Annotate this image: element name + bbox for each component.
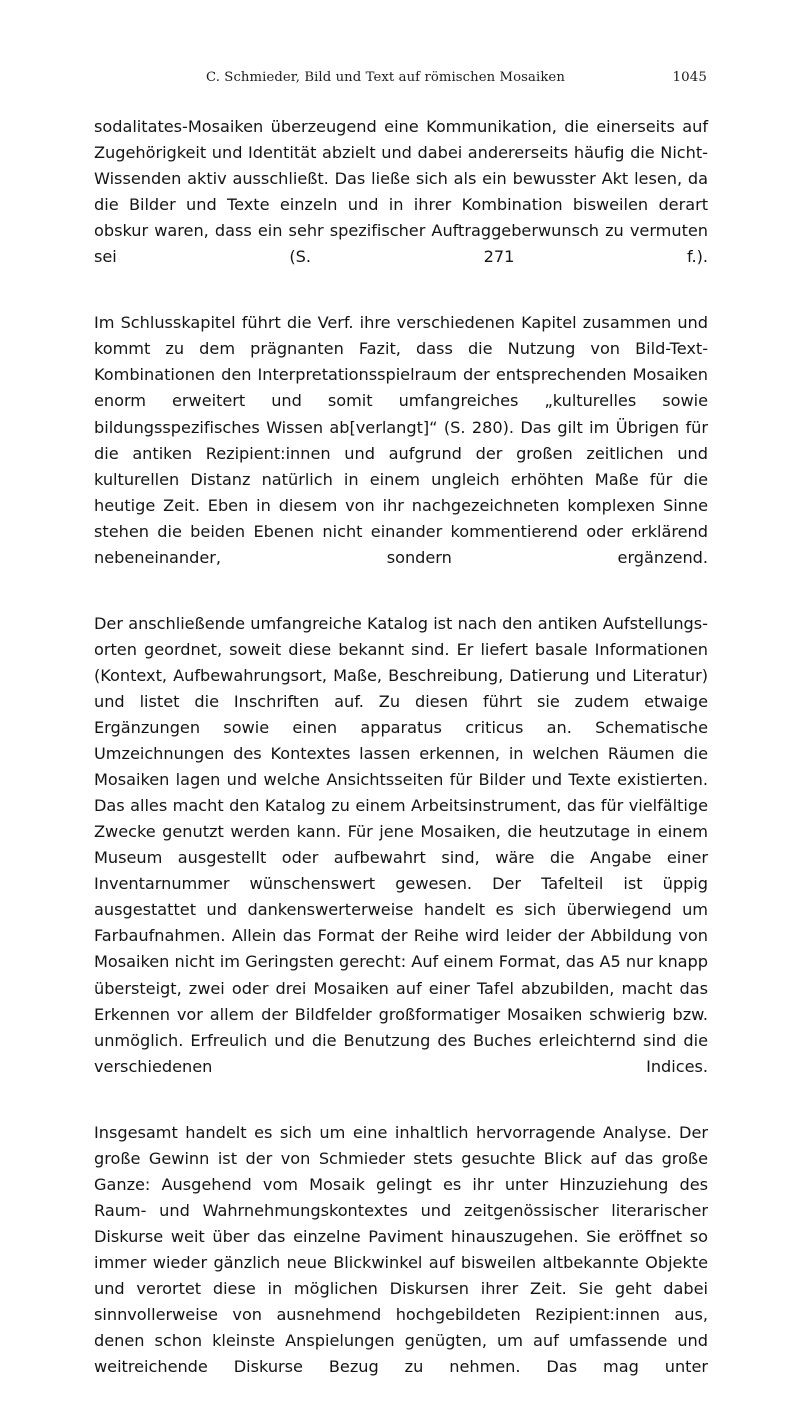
running-head: [94, 68, 707, 90]
paragraph: Der anschließende umfangreiche Katalog ist nach den antiken Aufstellungsorten geordnet, soweit diese bekannt sind. Er liefert basale Informationen (Kontext, Aufbewahrungsort, Maße, Beschreibung, Datierung und Literatur) und listet die Inschriften auf. Zu diesen führt sie zudem etwaige Ergänzungen sowie einen apparatus criticus an. Schematische Umzeichnungen des Kontextes lassen erkennen, in welchen Räumen die Mosaiken lagen und welche Ansichtsseiten für Bilder und Texte existierten. Das alles macht den Katalog zu einem Arbeitsinstrument, das für vielfältige Zwecke genutzt werden kann. Für jene Mosaiken, die heutzutage in einem Museum ausgestellt oder aufbewahrt sind, wäre die Angabe einer Inventarnummer wünschenswert gewesen. Der Tafelteil ist üppig ausgestattet und dankenswerterweise handelt es sich überwiegend um Farbaufnahmen. Allein das Format der Reihe wird leider der Abbildung von Mosaiken nicht im Geringsten gerecht: Auf einem Format, das A5 nur knapp übersteigt, zwei oder drei Mosaiken auf einer Tafel abzubilden, macht das Erkennen vor allem der Bildfelder großformatiger Mosaiken schwierig bzw. unmöglich. Erfreulich und die Benutzung des Buches erleichternd sind die verschiedenen Indices.: [94, 613, 708, 1076]
page-number: 1045: [672, 70, 707, 85]
body-text-block: [94, 114, 708, 1406]
paragraph: sodalitates-Mosaiken überzeugend eine Kommunikation, die einerseits auf Zugehörigkeit und Identität abzielt und dabei andererseits häufig die Nicht-Wissenden aktiv ausschließt. Das ließe sich als ein bewusster Akt lesen, da die Bilder und Texte einzeln und in ihrer Kombination bisweilen derart obskur waren, dass ein sehr spezifischer Auftraggeberwunsch zu vermuten sei (S. 271 f.).: [94, 117, 708, 267]
paragraph: Im Schlusskapitel führt die Verf. ihre verschiedenen Kapitel zusammen und kommt zu dem prägnanten Fazit, dass die Nutzung von Bild-Text-Kombinationen den Interpretationsspielraum der entsprechenden Mosaiken enorm erweitert und somit umfangreiches „kulturelles sowie bildungsspezifisches Wissen ab[verlangt]“ (S. 280). Das gilt im Übrigen für die antiken Rezipient:innen und aufgrund der großen zeitlichen und kulturellen Distanz natürlich in einem ungleich erhöhten Maße für die heutige Zeit. Eben in diesem von ihr nachgezeichneten komplexen Sinne stehen die beiden Ebenen nicht einander kommentierend oder erklärend nebeneinander, sondern ergänzend.: [94, 313, 708, 567]
running-head-title: C. Schmieder, Bild und Text auf römischen Mosaiken: [206, 70, 565, 85]
paragraph: Insgesamt handelt es sich um eine inhaltlich hervorragende Analyse. Der große Gewinn ist der von Schmieder stets gesuchte Blick auf das große Ganze: Ausgehend vom Mosaik gelingt es ihr unter Hinzuziehung des Raum- und Wahrnehmungskontextes und zeitgenössischer literarischer Diskurse weit über das einzelne Paviment hinauszugehen. Sie eröffnet so immer wieder gänzlich neue Blickwinkel auf bisweilen altbekannte Objekte und verortet diese in möglichen Diskursen ihrer Zeit. Sie geht dabei sinnvollerweise von ausnehmend hochgebildeten Rezipient:innen aus, denen schon kleinste Anspielungen genügten, um auf umfassende und weitreichende Diskurse Bezug zu nehmen. Das mag unter: [94, 1122, 708, 1377]
